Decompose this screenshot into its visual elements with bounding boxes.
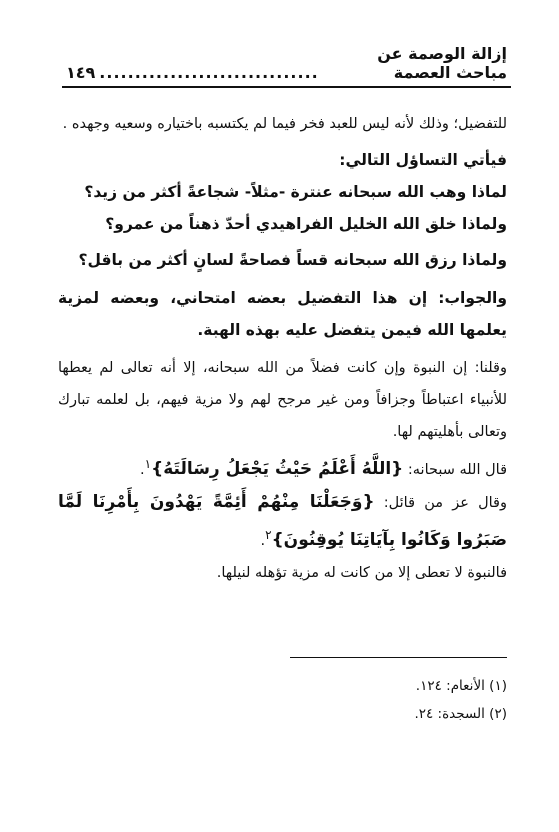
footnote: (١) الأنعام: ١٢٤. — [415, 678, 507, 694]
footnote: (٢) السجدة: ٢٤. — [414, 706, 507, 722]
quran-verse: {اللَّهُ أَعْلَمُ حَيْثُ يَجْعَلُ رِسَالَتَهُ} — [151, 458, 404, 479]
question-line: ولماذا رزق الله سبحانه قساً فصاحةً لسانٍ أكثر من باقل؟ — [78, 251, 507, 269]
footnote-ref: ١ — [144, 457, 152, 471]
footnote-ref: ٢ — [265, 527, 272, 542]
page-body — [58, 108, 507, 589]
question-line: لماذا وهب الله سبحانه عنترة -مثلاً- شجاعةً أكثر من زيد؟ — [84, 183, 507, 201]
page-number: ١٤٩ — [66, 63, 96, 82]
citation-intro: قال الله سبحانه: — [403, 461, 507, 478]
citation-intro: وقال عز من قائل: — [374, 494, 507, 511]
running-header — [66, 44, 507, 82]
quran-citation — [58, 448, 507, 486]
running-header-dots: ............................... — [99, 63, 319, 82]
question-intro: فيأتي التساؤل التالي: — [339, 151, 507, 169]
question-line: ولماذا خلق الله الخليل الفراهيدي أحدّ ذهناً من عمرو؟ — [105, 215, 507, 233]
quran-verse: {وَجَعَلْنَا مِنْهُمْ أَئِمَّةً يَهْدُونَ بِأَمْرِنَا لَمَّا صَبَرُوا وَكَانُوا بِآيَاتِنَا يُوقِنُونَ} — [58, 491, 507, 550]
paragraph: وقلنا: إن النبوة وإن كانت فضلاً من الله سبحانه، إلا أنه تعالى لم يعطها للأنبياء اعتباطاً وجزافاً ومن غير مرجح لهم ولا مزية فيهم، بل لعلمه تبارك وتعالى بأهليتهم لها. — [58, 360, 507, 440]
footnote-rule — [290, 657, 507, 658]
running-header-title: إزالة الوصمة عن مباحث العصمة — [377, 44, 507, 82]
punctuation: . — [139, 461, 145, 478]
quran-citation — [58, 486, 507, 557]
header-rule — [62, 86, 511, 88]
paragraph: فالنبوة لا تعطى إلا من كانت له مزية تؤهله لنيلها. — [216, 564, 507, 581]
paragraph: للتفضيل؛ وذلك لأنه ليس للعبد فخر فيما لم يكتسبه باختياره وسعيه وجهده . — [62, 116, 507, 132]
punctuation: . — [260, 532, 266, 549]
footnotes — [58, 672, 507, 728]
answer-paragraph: والجواب: إن هذا التفضيل بعضه امتحاني، وبعضه لمزية يعلمها الله فيمن يتفضل عليه بهذه الهبة. — [58, 289, 507, 339]
